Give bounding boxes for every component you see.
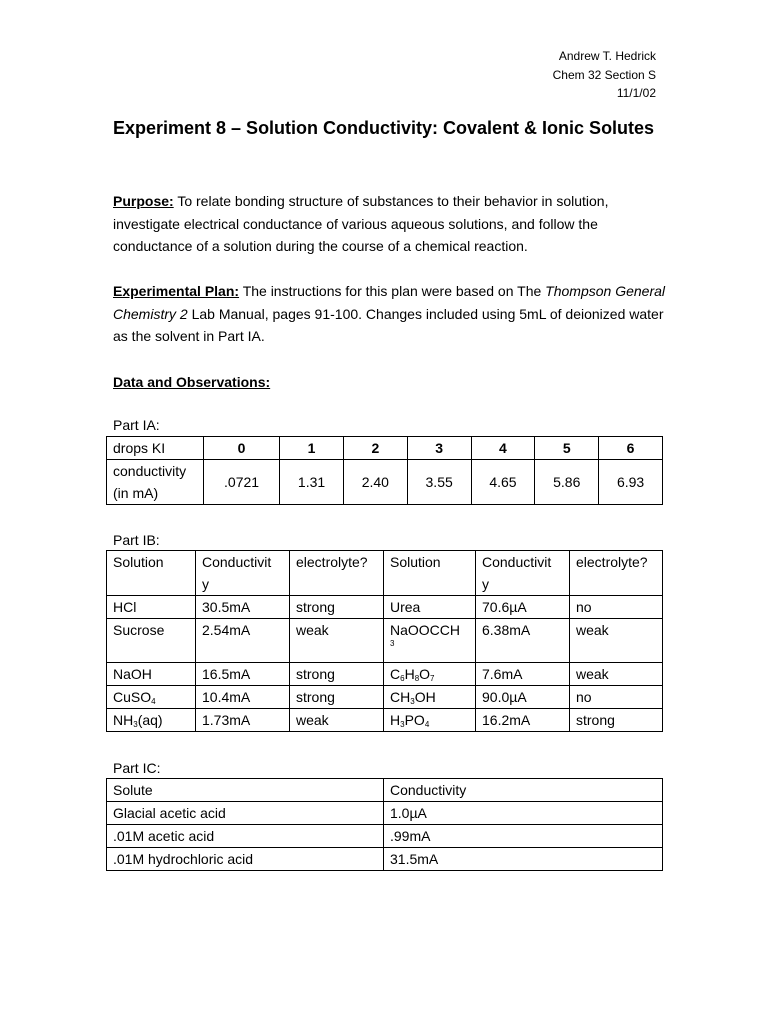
drops-cell: 4 xyxy=(471,437,535,460)
plan-text-a: The instructions for this plan were based on The xyxy=(242,283,546,299)
conductivity-cell: 16.5mA xyxy=(196,663,290,686)
drops-cell: 5 xyxy=(535,437,599,460)
conductivity-cell: 7.6mA xyxy=(476,663,570,686)
purpose-paragraph xyxy=(113,190,673,258)
table-row xyxy=(107,848,663,871)
electrolyte-cell: no xyxy=(570,686,663,709)
data-heading: Data and Observations: xyxy=(113,374,271,390)
conductivity-unit: (in mA) xyxy=(113,485,159,501)
row-header-drops: drops KI xyxy=(107,437,204,460)
part-ic-table xyxy=(106,778,663,871)
conductivity-cell: 1.73mA xyxy=(196,709,290,732)
conductivity-cell: 1.0µA xyxy=(384,802,663,825)
purpose-label: Purpose: xyxy=(113,193,174,209)
solution-formula-subscript: 3 xyxy=(390,639,395,648)
electrolyte-cell: no xyxy=(570,596,663,619)
drops-cell: 0 xyxy=(204,437,280,460)
table-row xyxy=(107,460,663,505)
electrolyte-cell: weak xyxy=(290,619,384,663)
drops-cell: 3 xyxy=(407,437,471,460)
conductivity-cell: 16.2mA xyxy=(476,709,570,732)
part-ib-table xyxy=(106,550,663,732)
electrolyte-cell: strong xyxy=(570,709,663,732)
solution-cell: $H_3PO_4$ xyxy=(384,709,476,732)
header-solute: Solute xyxy=(107,779,384,802)
electrolyte-cell: weak xyxy=(570,663,663,686)
conductivity-cell: 1.31 xyxy=(280,460,344,505)
solute-cell: .01M hydrochloric acid xyxy=(107,848,384,871)
author-name: Andrew T. Hedrick xyxy=(558,49,656,63)
document-title: Experiment 8 – Solution Conductivity: Covalent & Ionic Solutes xyxy=(113,118,655,138)
conductivity-cell: 31.5mA xyxy=(384,848,663,871)
table-header-row xyxy=(107,551,663,596)
header-electrolyte: electrolyte? xyxy=(570,551,663,596)
conductivity-cell: 10.4mA xyxy=(196,686,290,709)
electrolyte-cell: strong xyxy=(290,686,384,709)
table-row xyxy=(107,596,663,619)
drops-cell: 1 xyxy=(280,437,344,460)
table-row xyxy=(107,619,663,663)
solution-formula: NaOOCCH xyxy=(390,622,461,638)
solution-cell: $CH_3OH$ xyxy=(384,686,476,709)
conductivity-cell: 5.86 xyxy=(535,460,599,505)
header-conductivity: Conductivity xyxy=(384,779,663,802)
solution-cell: HCl xyxy=(107,596,196,619)
table-row xyxy=(107,825,663,848)
purpose-text: To relate bonding structure of substances to their behavior in solution, investigate electrical conductance of various aqueous solutions, and follow the conductance of a solution during the course of a chemical reaction. xyxy=(113,193,609,254)
drops-cell: 6 xyxy=(599,437,663,460)
electrolyte-cell: strong xyxy=(290,663,384,686)
conductivity-cell: 30.5mA xyxy=(196,596,290,619)
table-header-row xyxy=(107,779,663,802)
conductivity-cell: 90.0µA xyxy=(476,686,570,709)
conductivity-cell: .99mA xyxy=(384,825,663,848)
electrolyte-cell: strong xyxy=(290,596,384,619)
header-conductivity-line2: y xyxy=(482,576,489,592)
plan-label: Experimental Plan: xyxy=(113,283,240,299)
header-conductivity xyxy=(196,551,290,596)
plan-text-b: Lab Manual, pages 91-100. Changes included using 5mL of deionized water as the solvent in Part IA. xyxy=(113,305,664,344)
table-row xyxy=(107,709,663,732)
table-row xyxy=(107,437,663,460)
header-conductivity-line1: Conductivit xyxy=(482,554,552,570)
solution-cell: $C_6H_8O_7$ xyxy=(384,663,476,686)
conductivity-cell: .0721 xyxy=(204,460,280,505)
part-ib-label: Part IB: xyxy=(113,532,160,548)
course-section: Chem 32 Section S xyxy=(552,67,656,82)
plan-paragraph xyxy=(113,280,673,348)
header-electrolyte: electrolyte? xyxy=(290,551,384,596)
part-ia-label: Part IA: xyxy=(113,417,160,433)
part-ia-table xyxy=(106,436,663,505)
table-row xyxy=(107,686,663,709)
header-solution: Solution xyxy=(384,551,476,596)
conductivity-cell: 70.6µA xyxy=(476,596,570,619)
conductivity-cell: 4.65 xyxy=(471,460,535,505)
solution-cell: NaOH xyxy=(107,663,196,686)
electrolyte-cell: weak xyxy=(570,619,663,663)
solution-cell: Sucrose xyxy=(107,619,196,663)
plan-manual-title: Thompson General Chemistry 2 xyxy=(113,283,665,322)
header-conductivity-line1: Conductivit xyxy=(202,554,272,570)
drops-cell: 2 xyxy=(343,437,407,460)
header-conductivity xyxy=(476,551,570,596)
solution-cell: Urea xyxy=(384,596,476,619)
solution-cell: $NH_3(aq)$ xyxy=(107,709,196,732)
solute-cell: Glacial acetic acid xyxy=(107,802,384,825)
solution-cell xyxy=(384,619,476,663)
conductivity-cell: 6.38mA xyxy=(476,619,570,663)
conductivity-cell: 2.54mA xyxy=(196,619,290,663)
conductivity-cell: 2.40 xyxy=(343,460,407,505)
electrolyte-cell: weak xyxy=(290,709,384,732)
header-conductivity-line2: y xyxy=(202,576,209,592)
solute-cell: .01M acetic acid xyxy=(107,825,384,848)
report-date: 11/1/02 xyxy=(616,86,656,100)
table-row xyxy=(107,663,663,686)
header-solution: Solution xyxy=(107,551,196,596)
row-header-conductivity xyxy=(107,460,204,505)
conductivity-label: conductivity xyxy=(113,463,187,479)
conductivity-cell: 3.55 xyxy=(407,460,471,505)
table-row xyxy=(107,802,663,825)
part-ic-label: Part IC: xyxy=(113,760,161,776)
solution-cell: CuSO$_4$ xyxy=(107,686,196,709)
conductivity-cell: 6.93 xyxy=(599,460,663,505)
author-header xyxy=(553,47,656,103)
